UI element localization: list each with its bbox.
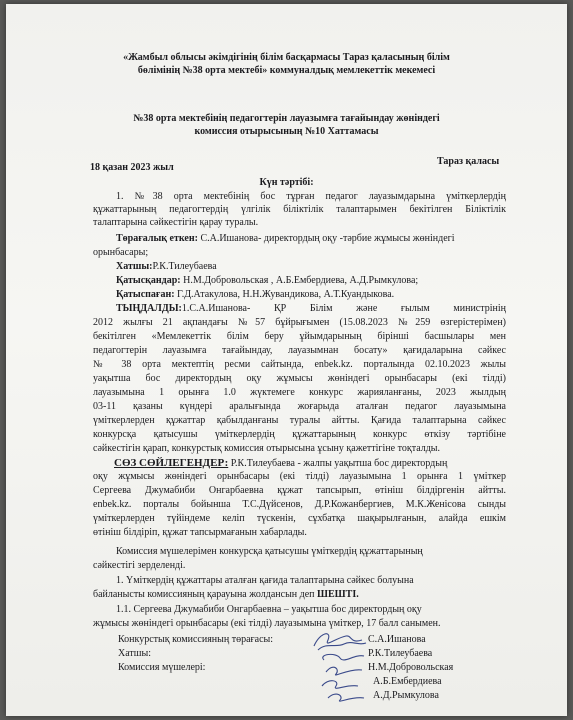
signature-scribble	[314, 634, 362, 646]
participants-label: Қатысқандар:	[116, 275, 181, 286]
heard-text: 1.С.А.Ишанова- ҚР Білім және ғылым министрінің	[181, 303, 506, 314]
speakers-label: СӨЗ СӨЙЛЕГЕНДЕР:	[114, 457, 229, 469]
participants-line	[116, 275, 418, 286]
signature-role: Хатшы:	[118, 648, 151, 659]
signature-role: Конкурстық комиссияның төрағасы:	[118, 634, 273, 645]
heard-line: педагогтерін лауазымға тағайындау, лауазымнан босату» қағидаларына сәйкес	[93, 345, 506, 356]
absent-label: Қатыспаған:	[116, 289, 175, 300]
chair-line	[116, 233, 455, 244]
speakers-line: оқу жұмысы жөніндегі орынбасары (екі тілді) лауазымына 1 орынға 1 үміткер	[93, 471, 506, 482]
decision-line2	[93, 589, 359, 600]
speakers-line: үміткерлерден түйіндеме келіп түскенін, сұхбатқа шақырылғанын, алайда ешкім	[93, 513, 506, 524]
speakers-line: өтініш білдіріп, құжат тапсырмағанын хабарлады.	[93, 527, 307, 538]
decision-word: ШЕШТІ.	[317, 589, 359, 600]
signature-name: Р.К.Тилеубаева	[368, 648, 433, 659]
absent-value: Г.Д.Атакулова, Н.Н.Жувандикова, А.Т.Куандыкова.	[174, 289, 395, 300]
chair-value: С.А.Ишанова- директордың оқу -тәрбие жұмысы жөніндегі	[197, 233, 455, 244]
chair-label: Төрағалық еткен:	[116, 233, 198, 244]
signature-role: Комиссия мүшелері:	[118, 662, 206, 673]
heard-line: уақытша бос директордың оқу жұмысы жөніндегі орынбасары (екі тілді)	[93, 373, 506, 384]
org-name-line2: бөлімінің №38 орта мектебі» коммуналдық мемлекеттік мекемесі	[137, 65, 436, 76]
agenda-item-line: 1. №38 орта мектебінің бос тұрған педагог лауазымдарына үміткерлердің	[116, 191, 506, 202]
doc-title-line2: комиссия отырысының №10 Хаттамасы	[194, 126, 379, 137]
heard-line: сәйкестігін қарап, конкурстық комиссия отырысына ұсыну қажеттігіне тоқталды.	[93, 443, 441, 454]
signature-scribble	[322, 681, 358, 689]
signature-scribble	[326, 667, 362, 675]
decision-sub-line: 1.1. Сергеева Джумабиби Онгарбаевна – уақытша бос директордың оқу	[116, 604, 422, 615]
doc-date: 18 қазан 2023 жыл	[90, 162, 174, 173]
heard-line: бекітілген «Мемлекеттік білім беру ұйымдарының бірінші басшылары мен	[93, 331, 506, 342]
heard-line: үміткерлерден құжаттар қабылданғаны туралы айтты. Қағида талаптарына сәйкес	[93, 415, 506, 426]
decision-sub-line: жұмысы жөніндегі орынбасары (екі тілді) лауазымына үміткер, 17 балл санымен.	[93, 618, 441, 629]
absent-line	[116, 289, 394, 300]
secretary-value: Р.К.Тилеубаева	[152, 261, 217, 272]
signature-name: С.А.Ишанова	[368, 634, 426, 645]
agenda-heading: Күн тәртібі:	[259, 177, 314, 188]
doc-city: Тараз қаласы	[437, 156, 500, 167]
decision-line: 1. Үміткердің құжаттары аталған қағида талаптарына сәйкес болуына	[116, 575, 414, 586]
heard-line: 03-11 қазаны күндері аралығында жоғарыда аталған педагог лауазымына	[93, 401, 506, 412]
speakers-line: Сергеева Джумабиби Онгарбаевна құжат тапсырып, өтініш білдіргенін айтты.	[93, 485, 506, 496]
document-page	[6, 4, 567, 716]
agenda-item-line: құжаттарының педагогтердің үлгілік біліктілік талаптарымен бекітілген Біліктілік	[93, 204, 506, 215]
heard-label: ТЫҢДАЛДЫ:	[116, 303, 182, 314]
signature-name: Н.М.Добровольская	[368, 662, 454, 673]
heard-line: 2012 жылғы 21 ақпандағы №57 бұйрығымен (15.08.2023 №259 өзгерістерімен)	[93, 317, 506, 328]
org-name-line1: «Жамбыл облысы әкімдігінің білім басқармасы Тараз қаласының білім	[123, 52, 450, 63]
heard-line: лауазымына 1 орынға 1.0 жүктемеге конкурс жарияланғаны, 2023 жылдың	[93, 387, 506, 398]
speakers-line	[114, 457, 447, 469]
doc-title-line1: №38 орта мектебінің педагогтерін лауазымға тағайындау жөніндегі	[133, 113, 440, 124]
decision-text: байланысты комиссияның қарауына жолдансын деп	[93, 589, 318, 600]
agenda-item-line: талаптарына сәйкестігін қарау туралы.	[93, 217, 259, 228]
signature-scribble	[323, 654, 364, 660]
heard-line: конкурсқа қатысушы үміткерлердің құжаттарының конкурс өткізу тәртібіне	[93, 429, 506, 440]
signature-scribble	[318, 643, 366, 650]
signature-scribble	[328, 694, 364, 701]
secretary-label: Хатшы:	[116, 261, 153, 272]
speakers-text: Р.К.Тилеубаева - жалпы уақытша бос директордың	[228, 458, 448, 469]
heard-line: № 38 орта мектептің ресми сайтында, enbek.kz. порталында 02.10.2023 жылы	[93, 359, 506, 370]
secretary-line	[116, 261, 217, 272]
handwritten-signatures	[306, 626, 376, 708]
review-line: Комиссия мүшелерімен конкурсқа қатысушы үміткердің құжаттарының	[116, 546, 423, 557]
review-line: сәйкестігі зерделенді.	[93, 560, 186, 571]
chair-line2: орынбасары;	[93, 247, 149, 258]
signature-name: А.Б.Ембердиева	[373, 676, 442, 687]
signature-name: А.Д.Рымкулова	[373, 690, 439, 701]
participants-value: Н.М.Добровольская , А.Б.Ембердиева, А.Д.Рымкулова;	[180, 275, 419, 286]
heard-line	[116, 303, 506, 314]
speakers-line: enbek.kz. порталы бойынша Т.С.Дүйсенов, Д.Р.Кожанбергиев, М.К.Женісова сынды	[93, 499, 506, 510]
